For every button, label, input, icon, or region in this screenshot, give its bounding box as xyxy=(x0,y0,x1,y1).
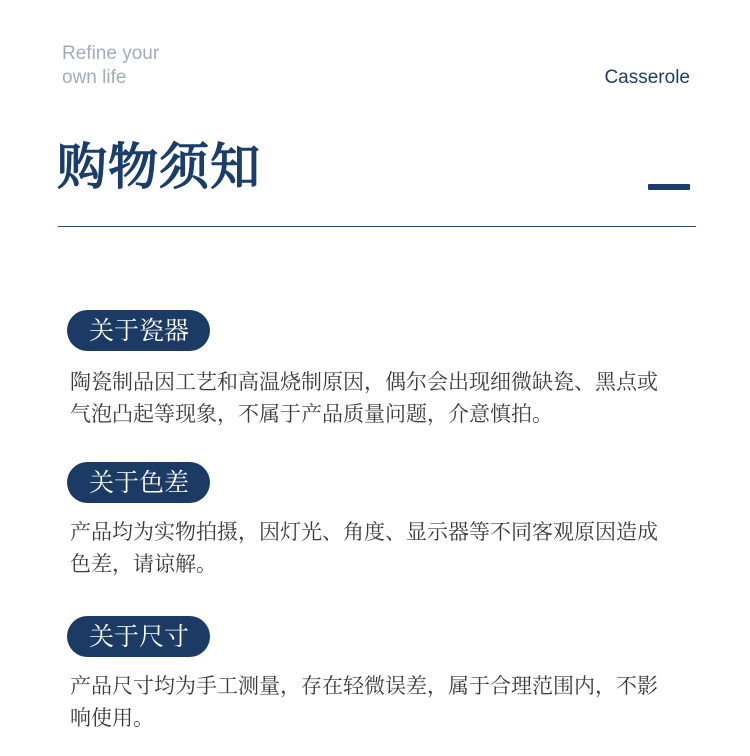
brand-name: Casserole xyxy=(604,67,690,88)
section-heading-size: 关于尺寸 xyxy=(67,616,210,657)
tagline-line-2: own life xyxy=(62,67,127,88)
section-color-difference xyxy=(67,462,707,580)
section-body-color-difference: 产品均为实物拍摄，因灯光、角度、显示器等不同客观原因造成色差，请谅解。 xyxy=(70,520,658,576)
title-accent-bar xyxy=(648,184,690,190)
section-porcelain xyxy=(67,310,707,430)
section-size xyxy=(67,616,707,734)
section-body-porcelain: 陶瓷制品因工艺和高温烧制原因，偶尔会出现细微缺瓷、黑点或气泡凸起等现象，不属于产品质量问题，介意慎拍。 xyxy=(70,370,658,426)
header-divider xyxy=(58,226,696,227)
section-heading-porcelain: 关于瓷器 xyxy=(67,310,210,351)
tagline xyxy=(62,42,159,90)
page-title: 购物须知 xyxy=(57,138,261,196)
section-heading-color-difference: 关于色差 xyxy=(67,462,210,503)
section-body-size: 产品尺寸均为手工测量，存在轻微误差，属于合理范围内，不影响使用。 xyxy=(70,674,658,730)
tagline-line-1: Refine your xyxy=(62,43,160,64)
